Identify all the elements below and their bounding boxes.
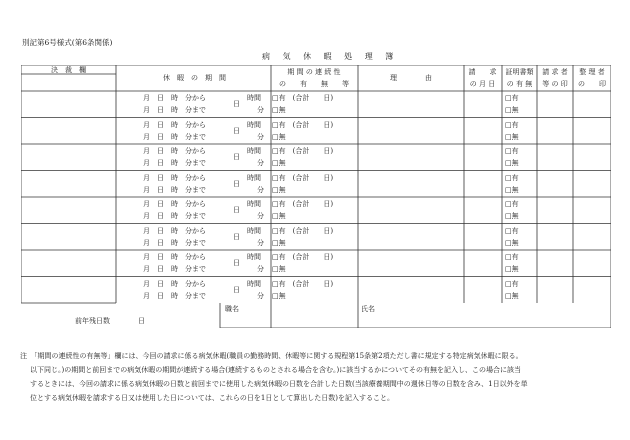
period-from: 月 日 時 分から [143,253,206,261]
certificate-has: □有 [505,173,519,182]
note-line-2: 以下同じ。)の期間と前回までの病気休暇の期間が連続する場合(連続するものとされる場合を含む。)に該当するかについてその有無を記入し、この場合に該当 [30,366,522,374]
continuity-has: □有 (合計 日) [272,279,334,288]
period-to: 月 日 時 分まで [143,212,206,220]
period-from: 月 日 時 分から [143,173,206,182]
period-hours: 時間 [247,94,261,102]
form-reference: 別記第6号様式(第6条関係) [22,38,113,47]
sick-leave-table [21,65,611,328]
continuity-none: □無 [272,238,286,247]
header-manager-seal-1: 整 理 者 [579,68,605,76]
continuity-has: □有 (合計 日) [272,200,334,208]
period-from: 月 日 時 分から [143,120,206,129]
certificate-none: □無 [505,106,519,114]
header-request-date-1: 請 求 [468,68,497,76]
name-label: 氏名 [361,305,375,313]
continuity-has: □有 (合計 日) [272,147,334,155]
period-days: 日 [233,179,240,188]
certificate-has: □有 [505,253,519,261]
certificate-none: □無 [505,132,519,141]
header-period: 休 暇 の 期 間 [163,73,226,82]
period-hours: 時間 [247,200,261,208]
certificate-has: □有 [505,200,519,208]
header-requester-seal-1: 請 求 者 [542,68,568,76]
table-grid-lines [21,65,611,328]
certificate-has: □有 [505,94,519,102]
period-minutes: 分 [257,265,264,273]
period-from: 月 日 時 分から [143,147,206,155]
certificate-has: □有 [505,147,519,155]
note-line-3: するときには、今回の請求に係る病気休暇の日数と前回までに使用した病気休暇の日数を合計した日数(当該療養期間中の週休日等の日数を含み、1日以外を単 [30,380,528,388]
period-hours: 時間 [247,173,261,182]
certificate-none: □無 [505,212,519,220]
header-continuity-1: 期 間 の 連 続 性 [287,68,341,76]
period-days: 日 [233,126,240,135]
header-continuity-2: の 有 無 等 [279,80,349,88]
certificate-has: □有 [505,120,519,129]
period-days: 日 [233,100,240,108]
job-title-label: 職名 [225,305,239,313]
certificate-none: □無 [505,185,519,194]
continuity-has: □有 (合計 日) [272,94,334,102]
continuity-has: □有 (合計 日) [272,120,334,129]
period-to: 月 日 時 分まで [143,132,206,141]
continuity-none: □無 [272,185,286,194]
note-line-1: 注 「期間の連続性の有無等」欄には、今回の請求に係る病気休暇(職員の勤務時間、休暇等に関する規程第15条第2項ただし書に規定する特定病気休暇に限る。 [20,352,523,360]
period-to: 月 日 時 分まで [143,265,206,273]
period-to: 月 日 時 分まで [143,185,206,194]
period-minutes: 分 [257,106,264,114]
period-minutes: 分 [257,159,264,167]
period-to: 月 日 時 分まで [143,291,206,300]
period-minutes: 分 [257,291,264,300]
period-to: 月 日 時 分まで [143,238,206,247]
period-days: 日 [233,206,240,214]
period-hours: 時間 [247,226,261,235]
period-days: 日 [233,153,240,161]
continuity-none: □無 [272,265,286,273]
certificate-has: □有 [505,226,519,235]
note-line-4: 位とする病気休暇を請求する日又は使用した日については、これらの日を1日として算出した日数)を記入すること。 [30,394,395,402]
certificate-has: □有 [505,279,519,288]
previous-year-remaining-days: 前年残日数 日 [75,317,145,325]
certificate-none: □無 [505,291,519,300]
continuity-has: □有 (合計 日) [272,226,334,235]
period-minutes: 分 [257,185,264,194]
period-days: 日 [233,285,240,294]
continuity-has: □有 (合計 日) [272,173,334,182]
period-from: 月 日 時 分から [143,200,206,208]
header-approval: 決 裁 欄 [51,65,86,74]
period-hours: 時間 [247,253,261,261]
certificate-none: □無 [505,159,519,167]
continuity-none: □無 [272,132,286,141]
period-to: 月 日 時 分まで [143,106,206,114]
certificate-none: □無 [505,265,519,273]
period-minutes: 分 [257,238,264,247]
header-certificate-1: 証明書類 [505,68,534,76]
header-requester-seal-2: 等 の 印 [542,80,568,88]
continuity-none: □無 [272,212,286,220]
period-hours: 時間 [247,147,261,155]
period-days: 日 [233,259,240,267]
period-hours: 時間 [247,279,261,288]
period-from: 月 日 時 分から [143,94,206,102]
period-minutes: 分 [257,132,264,141]
continuity-has: □有 (合計 日) [272,253,334,261]
header-reason: 理 由 [390,73,432,82]
continuity-none: □無 [272,106,286,114]
period-hours: 時間 [247,120,261,129]
period-from: 月 日 時 分から [143,279,206,288]
period-to: 月 日 時 分まで [143,159,206,167]
period-days: 日 [233,232,240,241]
form-title: 病 気 休 暇 処 理 簿 [262,52,399,61]
continuity-none: □無 [272,159,286,167]
header-certificate-2: の 有 無 [506,80,533,88]
continuity-none: □無 [272,291,286,300]
certificate-none: □無 [505,238,519,247]
period-from: 月 日 時 分から [143,226,206,235]
period-minutes: 分 [257,212,264,220]
header-manager-seal-2: の 印 [578,80,606,88]
header-request-date-2: の 月 日 [469,80,496,88]
